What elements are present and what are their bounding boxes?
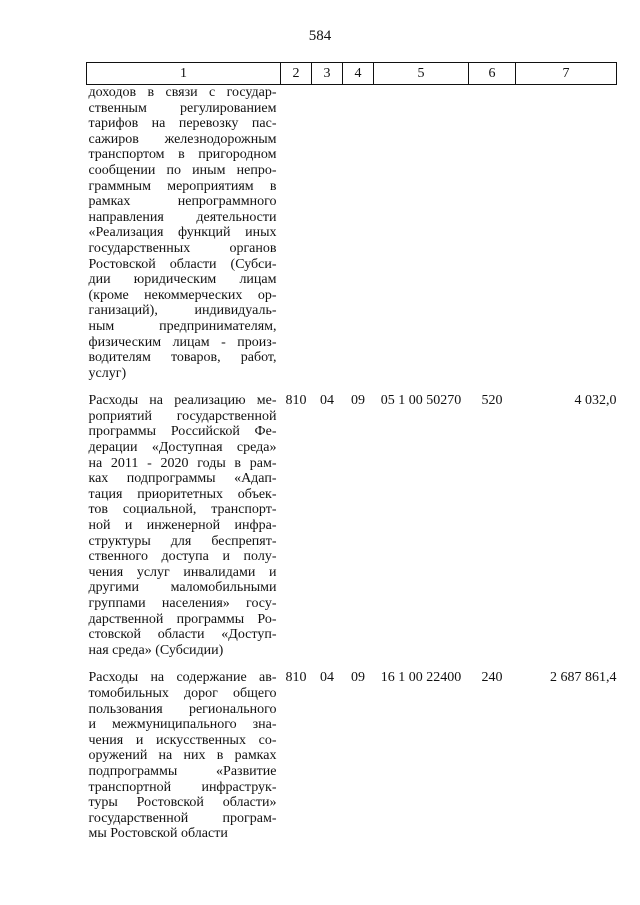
- table-row: [87, 393, 617, 670]
- description-line: оружений на них в рамках: [88, 748, 277, 764]
- row-target-article: 16 1 00 22400: [380, 670, 462, 686]
- row-amount: 2 687 861,4: [550, 670, 617, 686]
- description-line: тов социальной, транспорт-: [88, 502, 277, 518]
- row-subsection: 09: [351, 393, 365, 409]
- page-number: 584: [308, 28, 332, 44]
- description-line: сажиров железнодорожным: [88, 131, 277, 147]
- header-col-4: 4: [343, 63, 374, 85]
- row-description: [87, 85, 281, 394]
- description-line: Расходы на реализацию ме-: [88, 393, 277, 409]
- header-row: [87, 63, 617, 85]
- description-line: рамках непрограммного: [88, 194, 277, 210]
- description-line: и межмуниципального зна-: [88, 717, 277, 733]
- description-line: ным предпринимателям,: [88, 318, 277, 334]
- row-section: [312, 85, 343, 394]
- description-line: дерации «Доступная среда»: [88, 440, 277, 456]
- table-header: [87, 63, 617, 85]
- description-line: ная среда» (Субсидии): [88, 642, 224, 658]
- description-line: государственной програм-: [88, 810, 277, 826]
- budget-table: [86, 62, 617, 842]
- description-line: дарственной программы Ро-: [88, 611, 277, 627]
- description-line: транспортом в пригородном: [88, 147, 277, 163]
- description-line: стовской области «Доступ-: [88, 627, 277, 643]
- description-line: ной и инженерной инфра-: [88, 518, 277, 534]
- description-line: чения и искусственных со-: [88, 732, 277, 748]
- description-line: пользования регионального: [88, 701, 277, 717]
- description-line: физическим лицам - произ-: [88, 334, 277, 350]
- description-line: граммным мероприятиям в: [88, 178, 277, 194]
- description-line: мы Ростовской области: [88, 826, 228, 842]
- header-col-6: 6: [469, 63, 516, 85]
- header-col-1: 1: [87, 63, 281, 85]
- row-subsection: [343, 85, 374, 394]
- row-amount: [516, 85, 617, 394]
- row-description: [87, 393, 281, 670]
- row-expense-type: 520: [481, 393, 503, 409]
- description-line: группами населения» госу-: [88, 596, 277, 611]
- description-line: доходов в связи с государ-: [88, 85, 277, 100]
- description-line: тарифов на перевозку пас-: [88, 116, 277, 132]
- description-line: подпрограммы «Развитие: [88, 763, 277, 779]
- row-code: 810: [285, 670, 307, 686]
- description-line: услуг): [88, 365, 127, 381]
- description-line: программы Российской Фе-: [88, 424, 277, 440]
- table-row: [87, 670, 617, 842]
- description-line: ках подпрограммы «Адап-: [88, 471, 277, 487]
- description-line: «Реализация функций иных: [88, 225, 277, 241]
- header-col-2: 2: [281, 63, 312, 85]
- description-line: транспортной инфраструк-: [88, 779, 277, 795]
- row-description: [87, 670, 281, 842]
- description-line: на 2011 - 2020 годы в рам-: [88, 455, 277, 471]
- description-line: ганизаций), индивидуаль-: [88, 303, 277, 319]
- description-line: направления деятельности: [88, 209, 277, 225]
- description-line: тация приоритетных объек-: [88, 486, 277, 502]
- row-amount: 4 032,0: [574, 393, 617, 409]
- row-code: 810: [285, 393, 307, 409]
- budget-table-container: [86, 62, 616, 842]
- row-subsection: 09: [351, 670, 365, 686]
- description-line: (кроме некоммерческих ор-: [88, 287, 277, 303]
- row-section: 04: [320, 670, 334, 686]
- description-line: Расходы на содержание ав-: [88, 670, 277, 686]
- description-line: роприятий государственной: [88, 408, 277, 424]
- header-col-3: 3: [312, 63, 343, 85]
- header-col-5: 5: [374, 63, 469, 85]
- description-line: другими маломобильными: [88, 580, 277, 596]
- row-target-article: 05 1 00 50270: [380, 393, 462, 409]
- description-line: сообщении по иным непро-: [88, 162, 277, 178]
- description-line: государственных органов: [88, 240, 277, 256]
- row-code: [281, 85, 312, 394]
- row-expense-type: 240: [481, 670, 503, 686]
- row-target-article: [374, 85, 469, 394]
- row-section: 04: [320, 393, 334, 409]
- description-line: дии юридическим лицам: [88, 272, 277, 288]
- table-row: [87, 85, 617, 394]
- description-line: туры Ростовской области»: [88, 795, 277, 811]
- description-line: ственным регулированием: [88, 100, 277, 116]
- description-line: структуры для беспрепят-: [88, 533, 277, 549]
- header-col-7: 7: [516, 63, 617, 85]
- table-body: [87, 85, 617, 842]
- description-line: чения услуг инвалидами и: [88, 564, 277, 580]
- description-line: ственного доступа и полу-: [88, 549, 277, 565]
- description-line: томобильных дорог общего: [88, 685, 277, 701]
- description-line: Ростовской области (Субси-: [88, 256, 277, 272]
- description-line: водителям товаров, работ,: [88, 350, 277, 366]
- row-expense-type: [469, 85, 516, 394]
